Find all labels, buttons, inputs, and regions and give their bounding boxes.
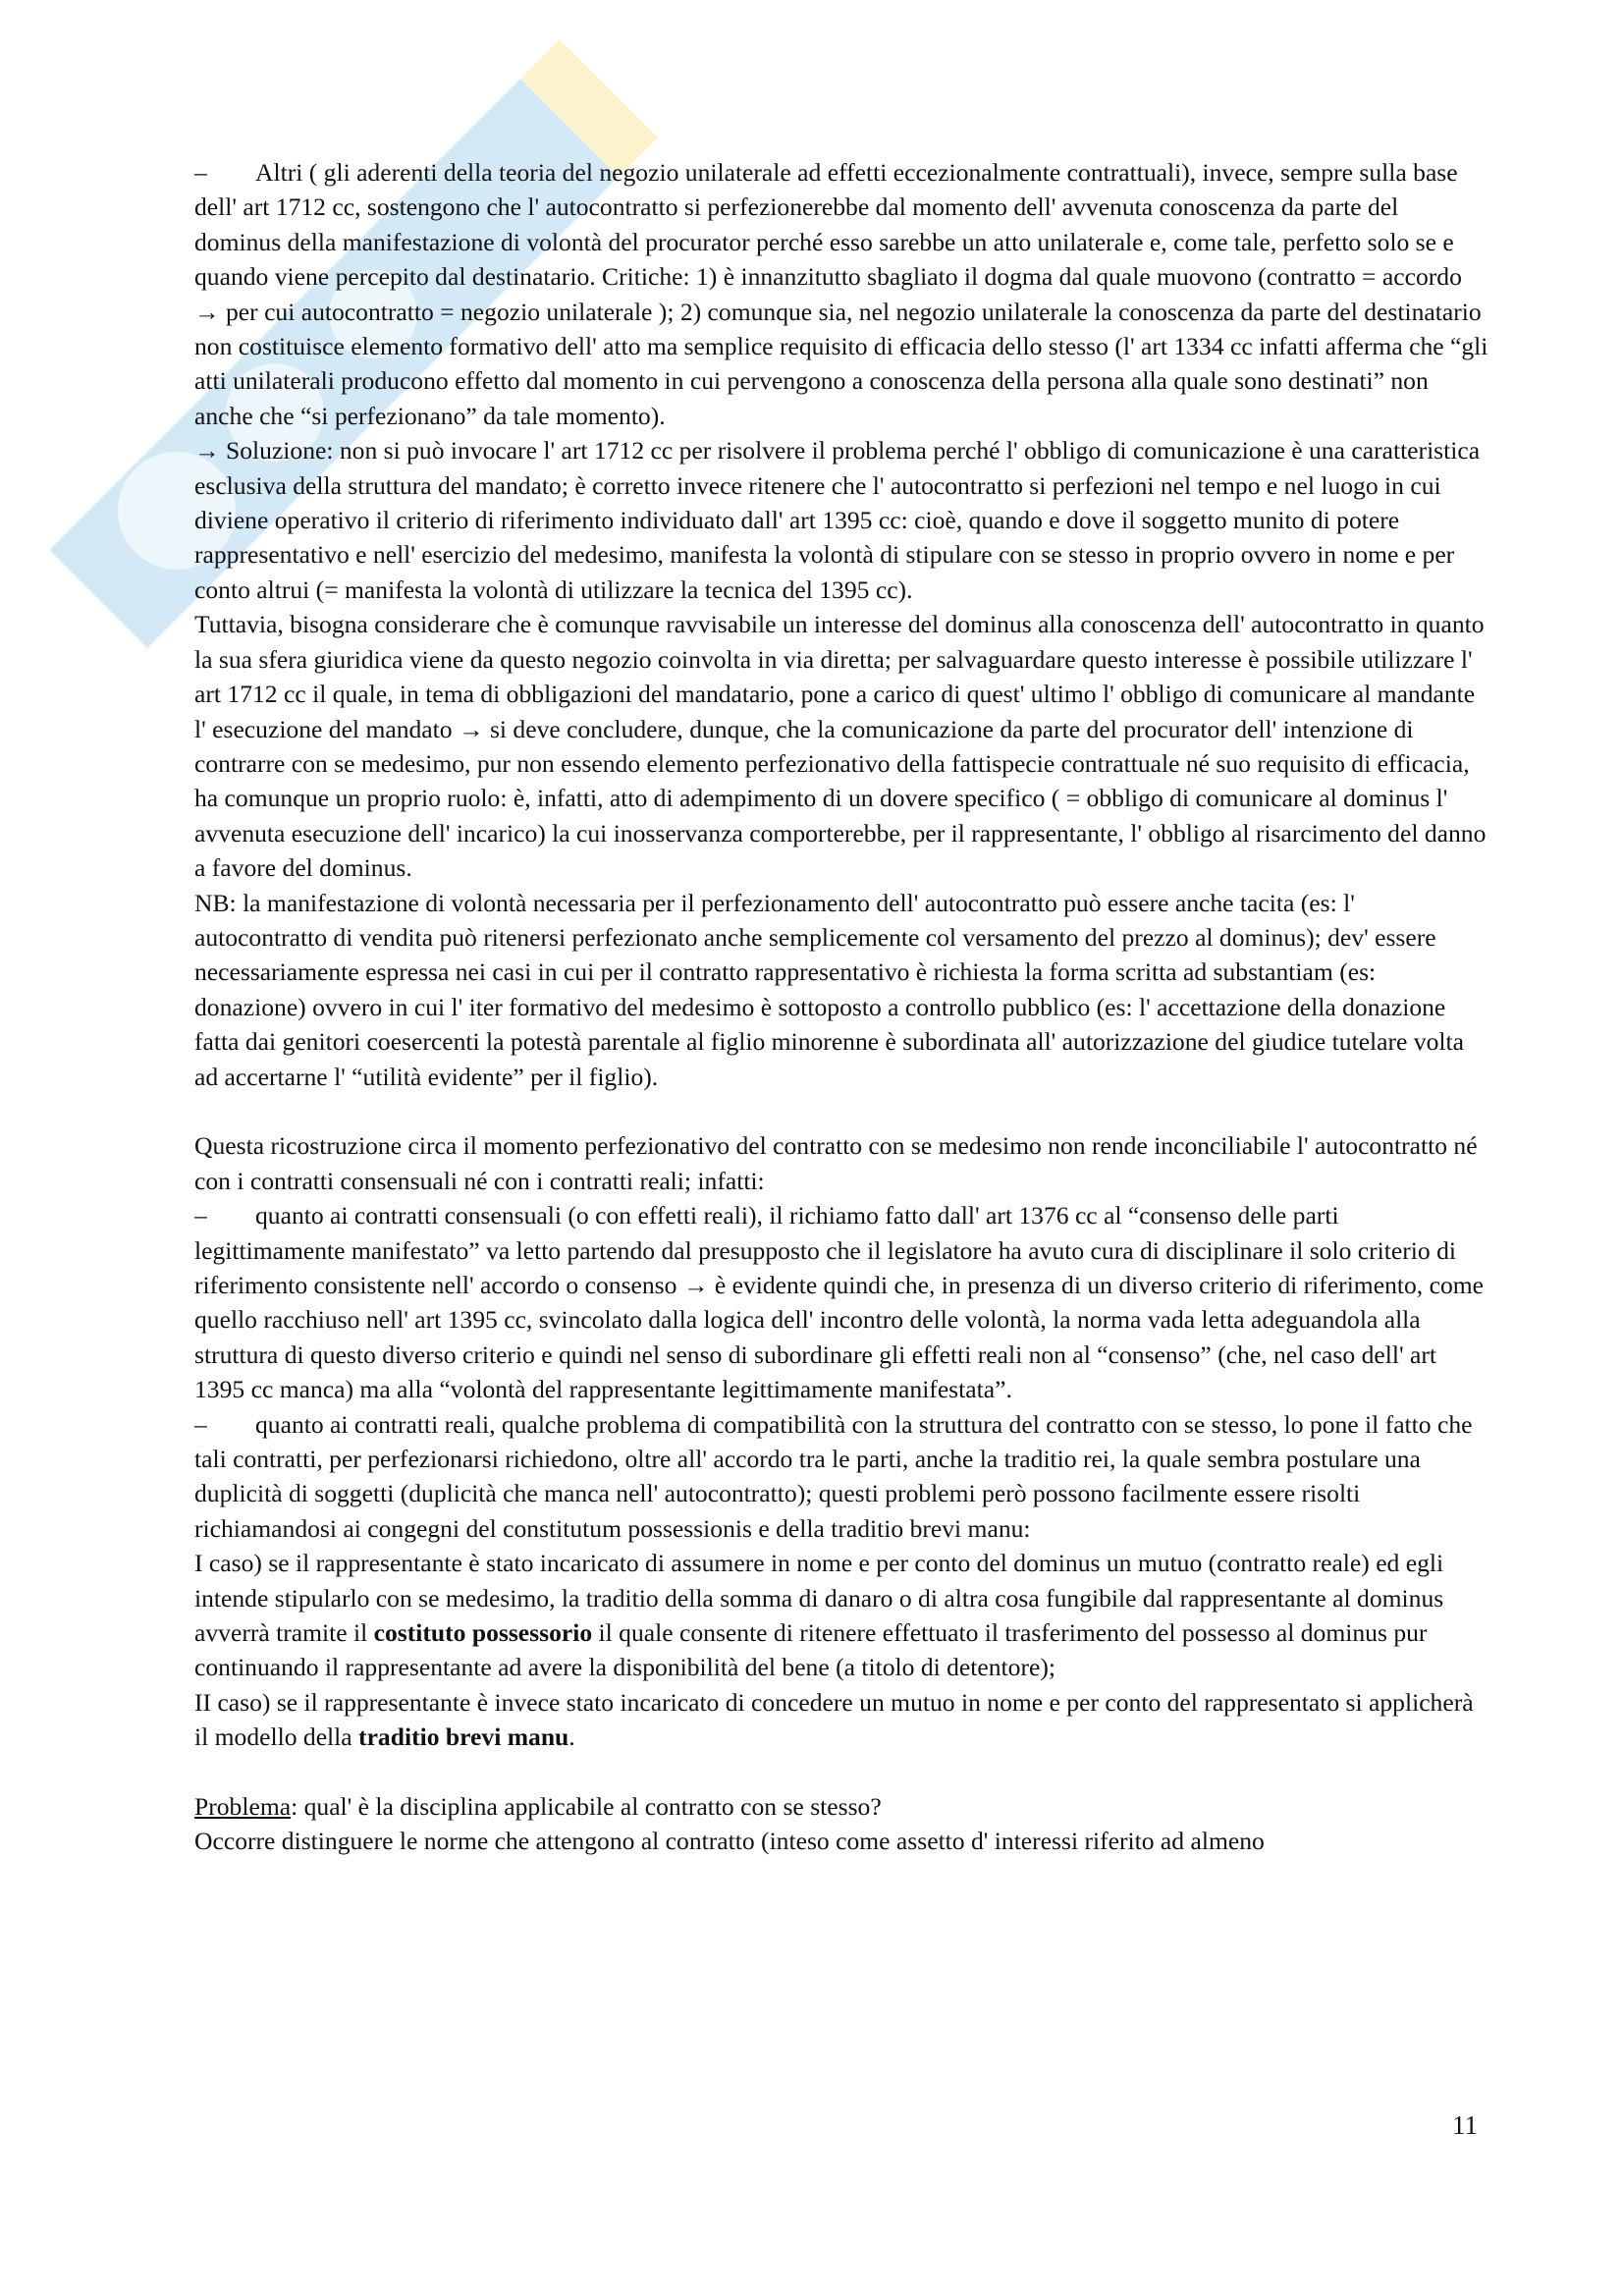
list-dash: – bbox=[194, 1409, 207, 1439]
paragraph-gap bbox=[194, 1094, 1490, 1128]
paragraph-text: Altri ( gli aderenti della teoria del negozio unilaterale ad effetti eccezionalmente contrattuali), invece, sempre sulla base dell' art 1712 cc, sostengono che l' autocontratto si perfezionerebbe dal momento dell' avvenuta conoscenza da parte del dominus della manifestazione di volontà del procurator perché esso sarebbe un atto unilaterale e, come tale, perfetto solo se e quando viene percepito dal destinatario. Critiche: 1) è innanzitutto sbagliato il dogma dal quale muovono (contratto = accordo → per cui autocontratto = negozio unilaterale ); 2) comunque sia, nel negozio unilaterale la conoscenza da parte del destinatario non costituisce elemento formativo dell' atto ma semplice requisito di efficacia dello stesso (l' art 1334 cc infatti afferma che “gli atti unilaterali producono effetto dal momento in cui pervengono a conoscenza della persona alla quale sono destinati” non anche che “si perfezionano” da tale momento). bbox=[194, 158, 1488, 430]
paragraph-problem bbox=[194, 1789, 1490, 1824]
bold-term: traditio brevi manu bbox=[358, 1722, 569, 1752]
paragraph-gap bbox=[194, 1755, 1490, 1789]
paragraph-case-two bbox=[194, 1685, 1490, 1755]
paragraph-text: il quale consente di ritenere effettuato il trasferimento del possesso al dominus pur continuando il rappresentante ad avere la disponibilità del bene (a titolo di detentore); bbox=[194, 1618, 1428, 1682]
list-dash: – bbox=[194, 1201, 207, 1230]
paragraph-text: I caso) se il rappresentante è stato incaricato di assumere in nome e per conto del dominus un mutuo (contratto reale) ed egli intende stipularlo con se medesimo, la traditio della somma di danaro o di altra cosa fungibile dal rappresentante al dominus avverrà tramite il bbox=[194, 1549, 1444, 1648]
paragraph-text: quanto ai contratti consensuali (o con effetti reali), il richiamo fatto dall' art 1376 cc al “consenso delle parti legittimamente manifestato” va letto partendo dal presupposto che il legislatore ha avuto cura di disciplinare il solo criterio di riferimento consistente nell' accordo o consenso → è evidente quindi che, in presenza di un diverso criterio di riferimento, come quello racchiuso nell' art 1395 cc, svincolato dalla logica dell' incontro delle volontà, la norma vada letta adeguandola alla struttura di questo diverso criterio e quindi nel senso di subordinare gli effetti reali non al “consenso” (che, nel caso dell' art 1395 cc manca) ma alla “volontà del rappresentante legittimamente manifestata”. bbox=[194, 1201, 1485, 1404]
paragraph-text: . bbox=[568, 1722, 575, 1752]
paragraph-text: : qual' è la disciplina applicabile al contratto con se stesso? bbox=[291, 1792, 882, 1822]
paragraph-consensual bbox=[194, 1198, 1490, 1406]
page-number: 11 bbox=[1452, 2110, 1478, 2140]
paragraph-text: quanto ai contratti reali, qualche problema di compatibilità con la struttura del contratto con se stesso, lo pone il fatto che tali contratti, per perfezionarsi richiedono, oltre all' accordo tra le parti, anche la traditio rei, la quale sembra postulare una duplicità di soggetti (duplicità che manca nell' autocontratto); questi problemi però possono facilmente essere risolti richiamandosi ai congegni del constitutum possessionis e della traditio brevi manu: bbox=[194, 1409, 1473, 1543]
paragraph-real-contracts bbox=[194, 1407, 1490, 1547]
paragraph-distinguish: Occorre distinguere le norme che attengono al contratto (inteso come assetto d' interessi riferito ad almeno bbox=[194, 1827, 1265, 1856]
underlined-term: Problema bbox=[194, 1792, 292, 1822]
paragraph-tuttavia: Tuttavia, bisogna considerare che è comunque ravvisabile un interesse del dominus alla conoscenza dell' autocontratto in quanto la sua sfera giuridica viene da questo negozio coinvolta in via diretta; per salvaguardare questo interesse è possibile utilizzare l' art 1712 cc il quale, in tema di obbligazioni del mandatario, pone a carico di quest' ultimo l' obbligo di comunicare al mandante l' esecuzione del mandato → si deve concludere, dunque, che la comunicazione da parte del procurator dell' intenzione di contrarre con se medesimo, pur non essendo elemento perfezionativo della fattispecie contrattuale né suo requisito di efficacia, ha comunque un proprio ruolo: è, infatti, atto di adempimento di un dovere specifico ( = obbligo di comunicare al dominus l' avvenuta esecuzione dell' incarico) la cui inosservanza comporterebbe, per il rappresentante, l' obbligo al risarcimento del danno a favore del dominus. bbox=[194, 610, 1487, 883]
document-body bbox=[194, 155, 1490, 1859]
paragraph-critics bbox=[194, 155, 1490, 433]
paragraph-nb: NB: la manifestazione di volontà necessaria per il perfezionamento dell' autocontratto può essere anche tacita (es: l' autocontratto di vendita può ritenersi perfezionato anche semplicemente col versamento del prezzo al dominus); dev' essere necessariamente espressa nei casi in cui per il contratto rappresentativo è richiesta la forma scritta ad substantiam (es: donazione) ovvero in cui l' iter formativo del medesimo è sottoposto a controllo pubblico (es: l' accettazione della donazione fatta dai genitori coesercenti la potestà parentale al figlio minorenne è subordinata all' autorizzazione del giudice tutelare volta ad accertarne l' “utilità evidente” per il figlio). bbox=[194, 888, 1464, 1091]
paragraph-case-one bbox=[194, 1546, 1490, 1685]
paragraph-reconstruction: Questa ricostruzione circa il momento perfezionativo del contratto con se medesimo non rende inconciliabile l' autocontratto né con i contratti consensuali né con i contratti reali; infatti: bbox=[194, 1131, 1478, 1195]
paragraph-text: II caso) se il rappresentante è invece stato incaricato di concedere un mutuo in nome e per conto del rappresentato si applicherà il modello della bbox=[194, 1687, 1474, 1752]
bold-term: costituto possessorio bbox=[373, 1618, 593, 1648]
list-dash: – bbox=[194, 158, 207, 187]
paragraph-solution: → Soluzione: non si può invocare l' art 1712 cc per risolvere il problema perché l' obbligo di comunicazione è una caratteristica esclusiva della struttura del mandato; è corretto invece ritenere che l' autocontratto si perfezioni nel tempo e nel luogo in cui diviene operativo il criterio di riferimento individuato dall' art 1395 cc: cioè, quando e dove il soggetto munito di potere rappresentativo e nell' esercizio del medesimo, manifesta la volontà di stipulare con se stesso in proprio ovvero in nome e per conto altrui (= manifesta la volontà di utilizzare la tecnica del 1395 cc). bbox=[194, 436, 1481, 604]
